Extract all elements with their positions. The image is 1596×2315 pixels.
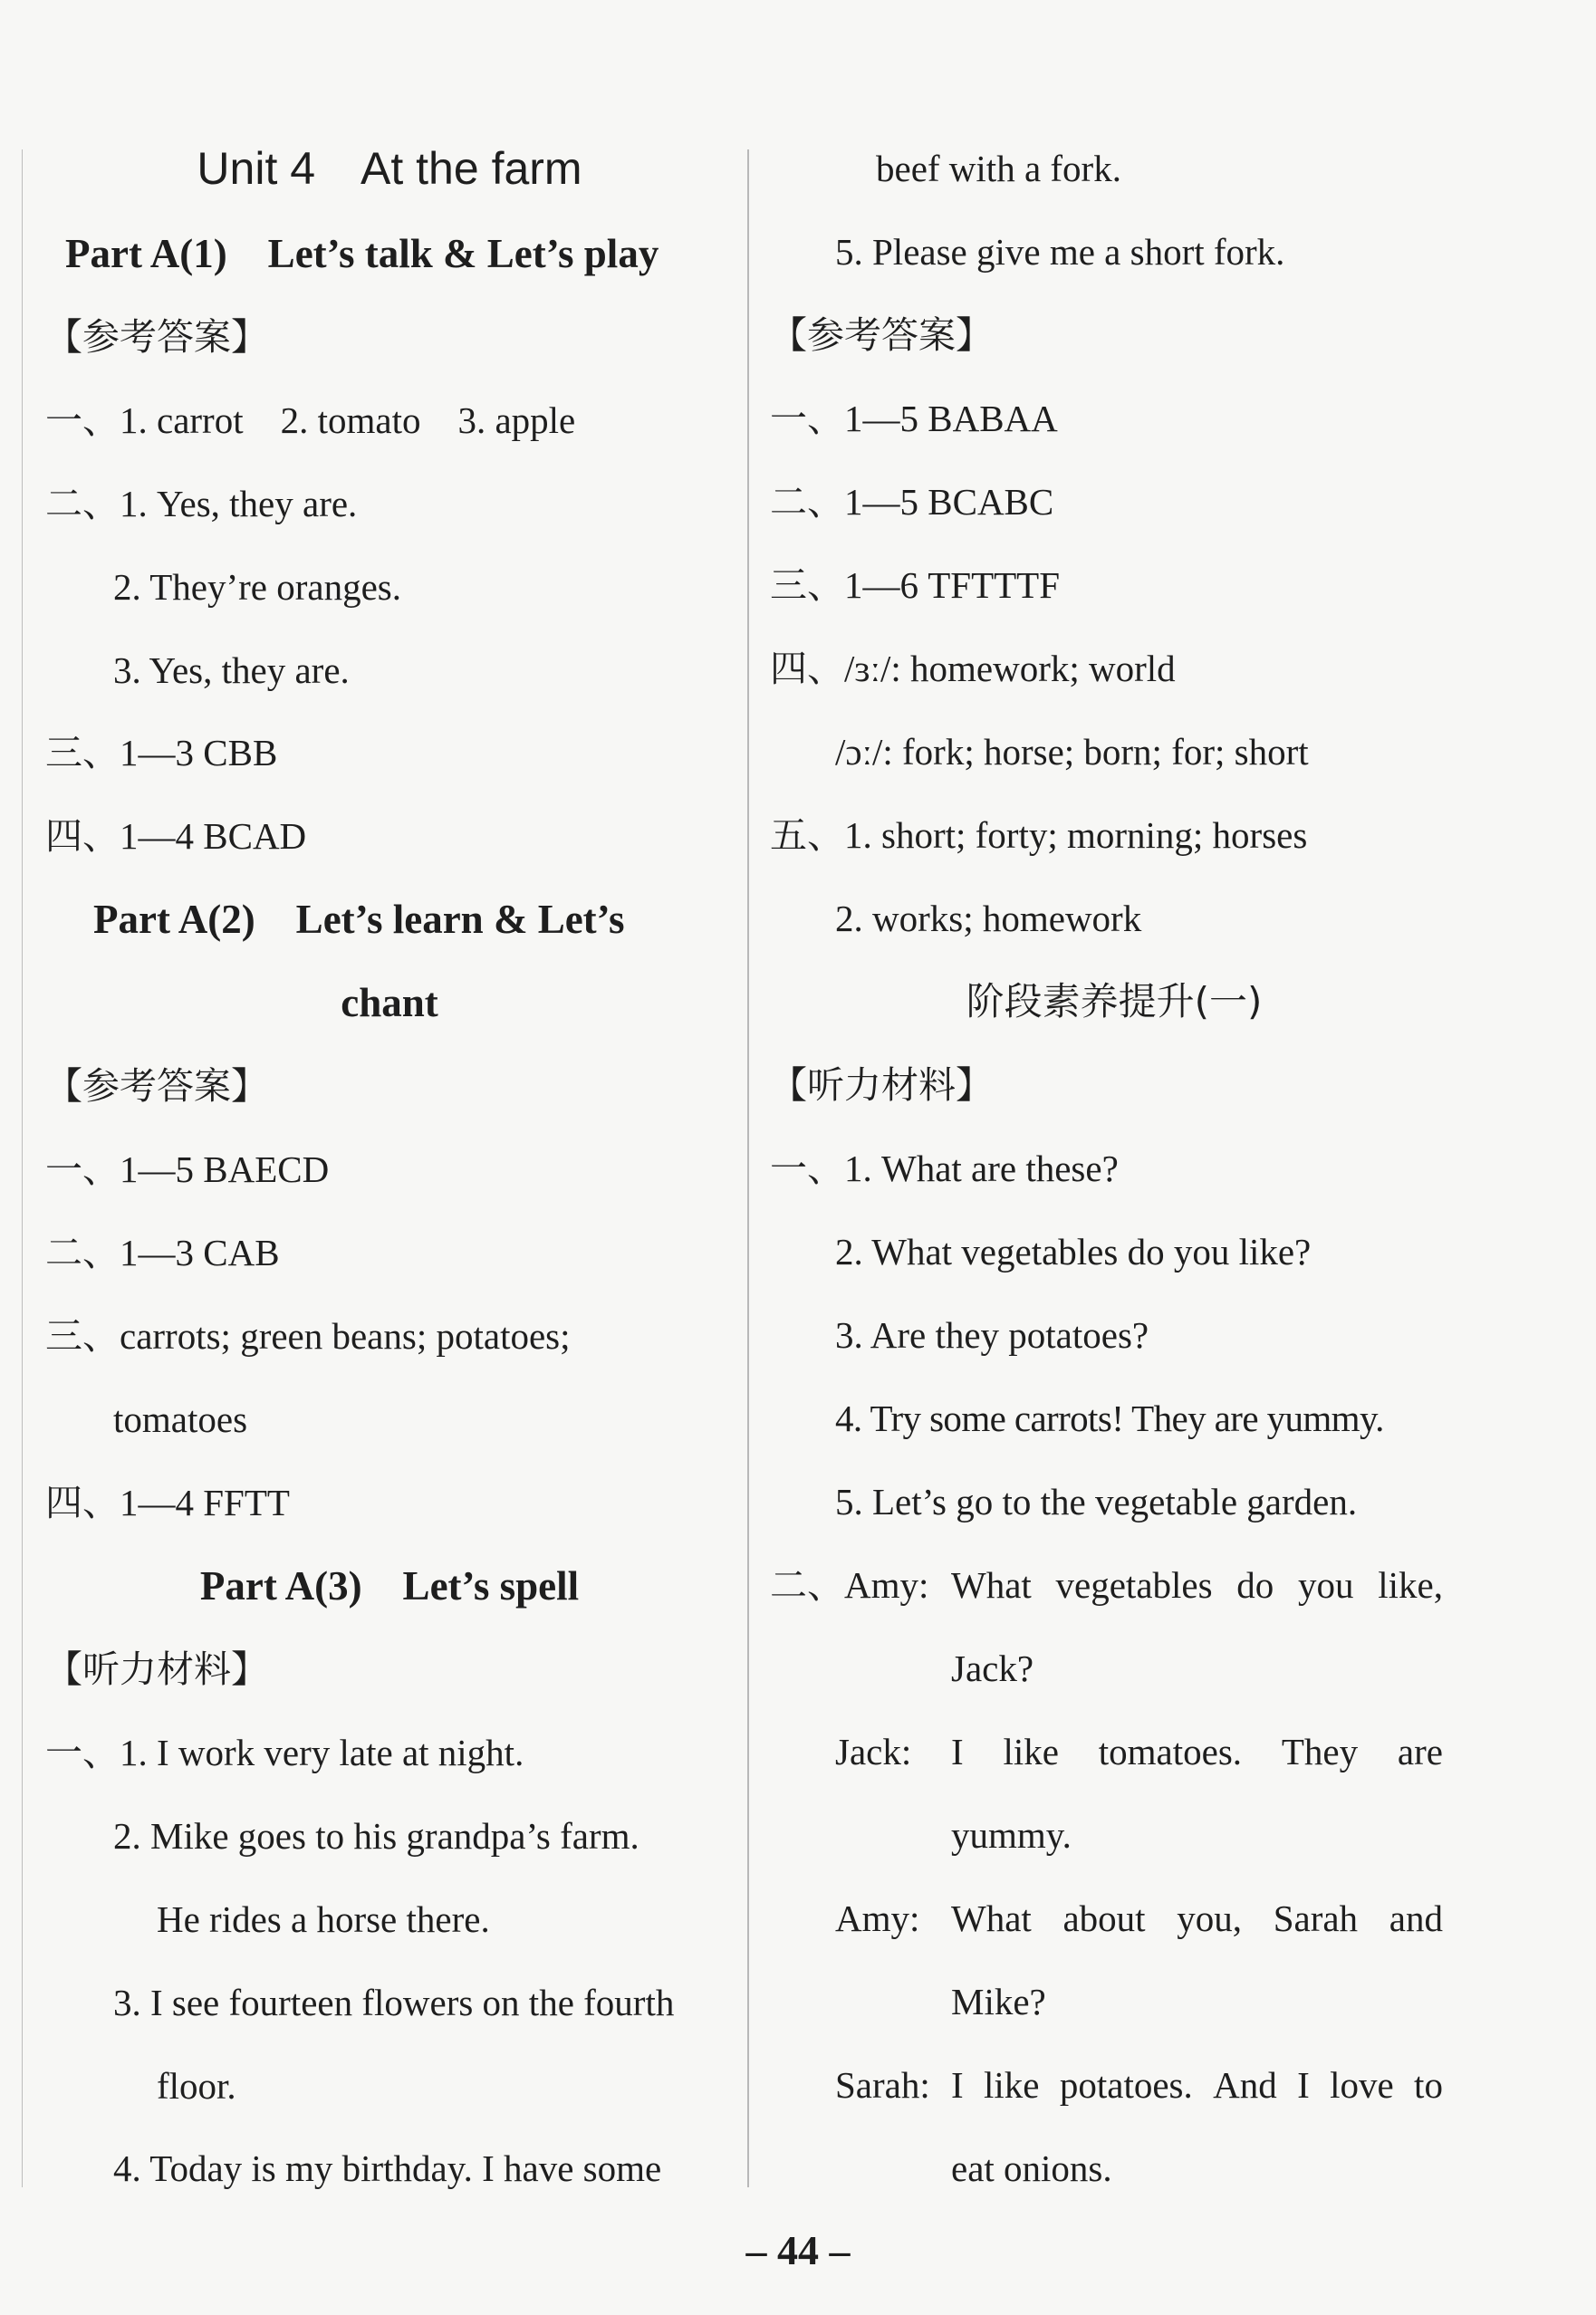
column-divider [747,149,749,2187]
answer-line: 一、1—5 BABAA [770,398,1058,439]
dialogue-speaker-sarah: Sarah: [835,2064,930,2106]
dialogue-word: do [1236,1564,1274,1606]
dialogue-word: I [1297,2064,1310,2106]
part1-answer-line: 二、1. Yes, they are. [45,483,358,524]
part1-answer-heading: 【参考答案】 [45,315,268,359]
part2-answer-line: 一、1—5 BAECD [45,1148,330,1190]
dialogue-word: like [984,2064,1040,2106]
dialogue-line-cont: Mike? [951,1981,1046,2022]
dialogue-line [951,1558,1443,1612]
dialogue-line-cont: Jack? [951,1647,1034,1689]
dialogue-word: And [1213,2064,1277,2106]
dialogue-line [951,2058,1443,2112]
script-line: 5. Please give me a short fork. [835,231,1285,273]
dialogue-line [951,1724,1443,1779]
part3-script-line: floor. [157,2065,236,2107]
dialogue-word: I [951,2064,964,2106]
answer-heading: 【参考答案】 [770,313,993,357]
part2-answer-heading: 【参考答案】 [45,1064,268,1108]
script-line: 5. Let’s go to the vegetable garden. [835,1481,1358,1523]
part1-answer-line: 四、1—4 BCAD [45,815,307,857]
answer-line: 三、1—6 TFTTTF [770,564,1061,606]
part2-title: Part A(2) Let’s learn & Let’s [93,897,625,942]
answer-line: 2. works; homework [835,898,1142,939]
part3-script-line: He rides a horse there. [157,1898,490,1940]
dialogue-line [951,1891,1443,1945]
script-line: 3. Are they potatoes? [835,1314,1149,1356]
dialogue-word: They [1281,1731,1359,1772]
dialogue-speaker-amy: 二、Amy: [770,1564,929,1606]
part3-script-line: 3. I see fourteen flowers on the fourth [113,1982,675,2023]
script-line: 2. What vegetables do you like? [835,1231,1312,1273]
answer-line: /ɔː/: fork; horse; born; for; short [835,731,1309,773]
dialogue-word: are [1397,1731,1443,1772]
part2-answer-line: 四、1—4 FFTT [45,1482,290,1523]
dialogue-word: you, [1177,1897,1243,1939]
dialogue-word: What [951,1897,1032,1939]
dialogue-word: and [1389,1897,1443,1939]
dialogue-word: like, [1378,1564,1443,1606]
left-margin-rule [22,149,23,2187]
dialogue-word: tomatoes. [1098,1731,1243,1772]
part2-answer-line: 二、1—3 CAB [45,1232,280,1273]
unit-title: Unit 4 At the farm [197,143,582,194]
page-number: – 44 – [745,2227,851,2273]
dialogue-speaker-amy: Amy: [835,1897,920,1939]
script-line: 一、1. What are these? [770,1148,1119,1189]
answer-line: 四、/ɜː/: homework; world [770,648,1176,689]
dialogue-word: potatoes. [1059,2064,1193,2106]
dialogue-word: love [1330,2064,1394,2106]
script-line: beef with a fork. [876,148,1121,189]
part3-script-line: 2. Mike goes to his grandpa’s farm. [113,1815,639,1857]
dialogue-word: Sarah [1273,1897,1359,1939]
dialogue-word: I [951,1731,964,1772]
part3-title: Part A(3) Let’s spell [199,1563,580,1609]
part3-script-line: 4. Today is my birthday. I have some [113,2147,662,2189]
part3-script-line: 一、1. I work very late at night. [45,1732,524,1773]
answer-line: 五、1. short; forty; morning; horses [770,814,1308,856]
dialogue-word: What [951,1564,1032,1606]
dialogue-speaker-jack: Jack: [835,1731,912,1772]
part1-title: Part A(1) Let’s talk & Let’s play [65,231,659,276]
stage-title: 阶段素养提升(一) [966,979,1263,1023]
listening-heading: 【听力材料】 [770,1063,993,1107]
dialogue-word: vegetables [1055,1564,1213,1606]
dialogue-word: about [1062,1897,1146,1939]
dialogue-word: you [1298,1564,1354,1606]
part1-answer-line: 三、1—3 CBB [45,732,278,773]
part2-answer-line: 三、carrots; green beans; potatoes; [45,1315,571,1357]
dialogue-line-cont: eat onions. [951,2147,1112,2189]
dialogue-word: to [1414,2064,1443,2106]
part1-answer-line: 2. They’re oranges. [113,566,402,608]
dialogue-word: like [1003,1731,1059,1772]
script-line: 4. Try some carrots! They are yummy. [835,1398,1384,1439]
part2-title-cont: chant [341,980,438,1025]
part1-answer-line: 一、1. carrot 2. tomato 3. apple [45,399,576,441]
part1-answer-line: 3. Yes, they are. [113,649,350,691]
part2-answer-line: tomatoes [113,1398,248,1440]
answer-line: 二、1—5 BCABC [770,481,1054,523]
dialogue-line-cont: yummy. [951,1814,1072,1856]
part3-listening-heading: 【听力材料】 [45,1647,268,1691]
